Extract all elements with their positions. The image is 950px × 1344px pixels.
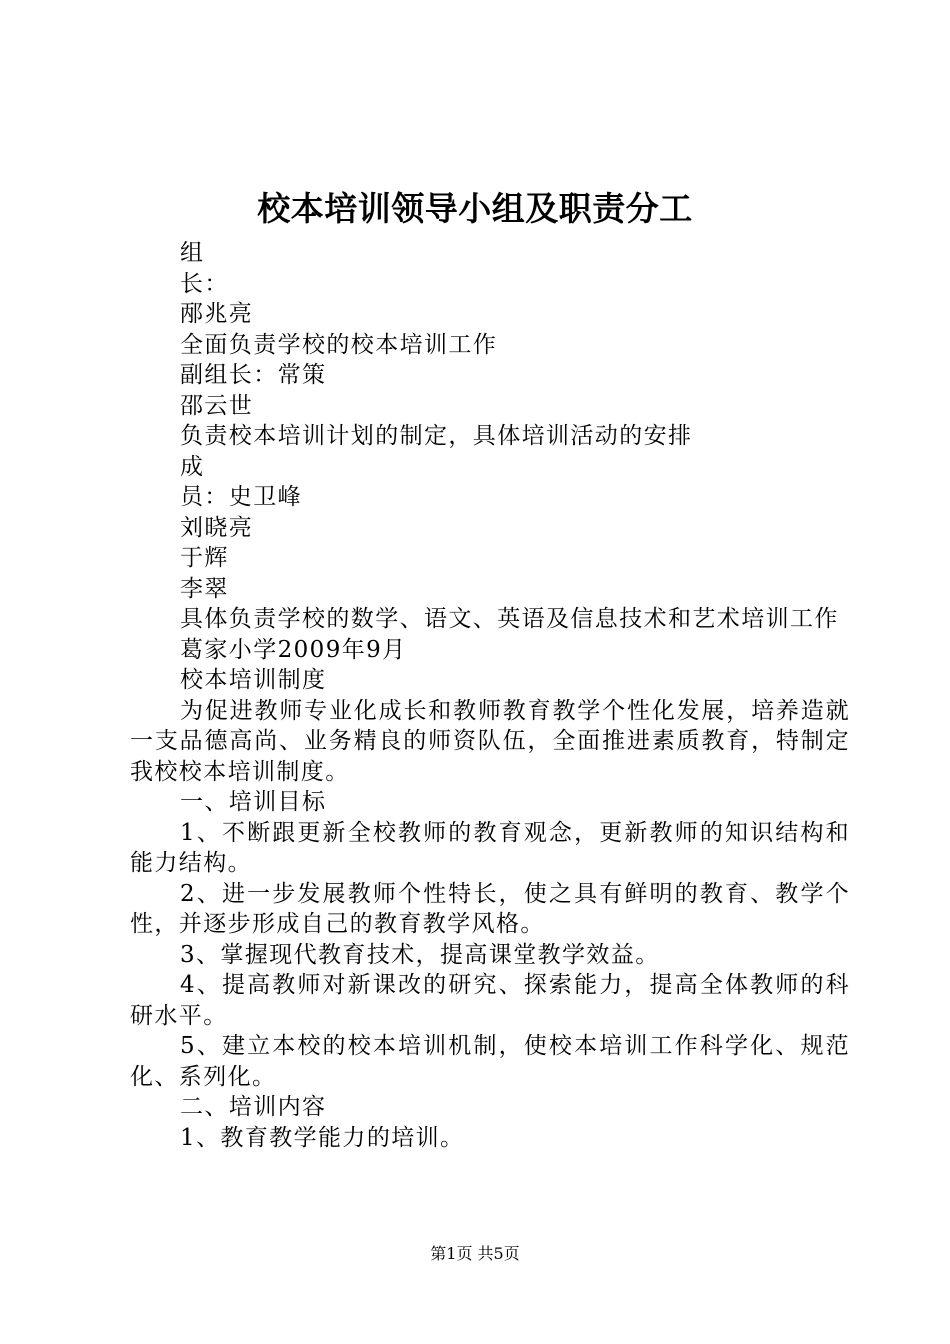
list-item: 2、进一步发展教师个性特长，使之具有鲜明的教育、教学个性，并逐步形成自己的教育教学风格。 <box>130 880 850 937</box>
text-line: 组 <box>180 240 205 266</box>
page-title: 校本培训领导小组及职责分工 <box>257 189 693 228</box>
document-body <box>130 238 850 1153</box>
text-line: 员：史卫峰 <box>180 484 302 510</box>
list-item: 1、不断跟更新全校教师的教育观念，更新教师的知识结构和能力结构。 <box>130 819 850 876</box>
text-line: 负责校本培训计划的制定，具体培训活动的安排 <box>180 423 693 449</box>
text-line: 邵云世 <box>180 392 254 419</box>
page-footer: 第1页 共5页 <box>430 1244 520 1263</box>
text-line: 成 <box>180 453 205 480</box>
text-line: 于辉 <box>180 545 229 571</box>
section-heading: 一、培训目标 <box>180 789 327 815</box>
paragraph: 具体负责学校的数学、语文、英语及信息技术和艺术培训工作 <box>180 606 839 632</box>
text-line: 长： <box>180 270 229 297</box>
paragraph: 为促进教师专业化成长和教师教育教学个性化发展，培养造就一支品德高尚、业务精良的师资队伍，全面推进素质教育，特制定我校校本培训制度。 <box>130 697 850 785</box>
list-item: 5、建立本校的校本培训机制，使校本培训工作科学化、规范化、系列化。 <box>130 1033 850 1090</box>
text-line: 刘晓亮 <box>180 514 254 541</box>
text-line: 全面负责学校的校本培训工作 <box>180 331 498 358</box>
text-line: 李翠 <box>180 575 229 602</box>
list-item: 1、教育教学能力的培训。 <box>180 1124 465 1151</box>
section-heading: 二、培训内容 <box>180 1094 327 1120</box>
section-heading: 校本培训制度 <box>180 667 327 693</box>
paragraph: 葛家小学2009年9月 <box>180 636 407 663</box>
text-line: 邴兆亮 <box>180 301 254 327</box>
list-item: 4、提高教师对新课改的研究、探索能力，提高全体教师的科研水平。 <box>130 972 850 1029</box>
list-item: 3、掌握现代教育技术，提高课堂教学效益。 <box>180 941 660 968</box>
text-line: 副组长：常策 <box>180 362 327 388</box>
